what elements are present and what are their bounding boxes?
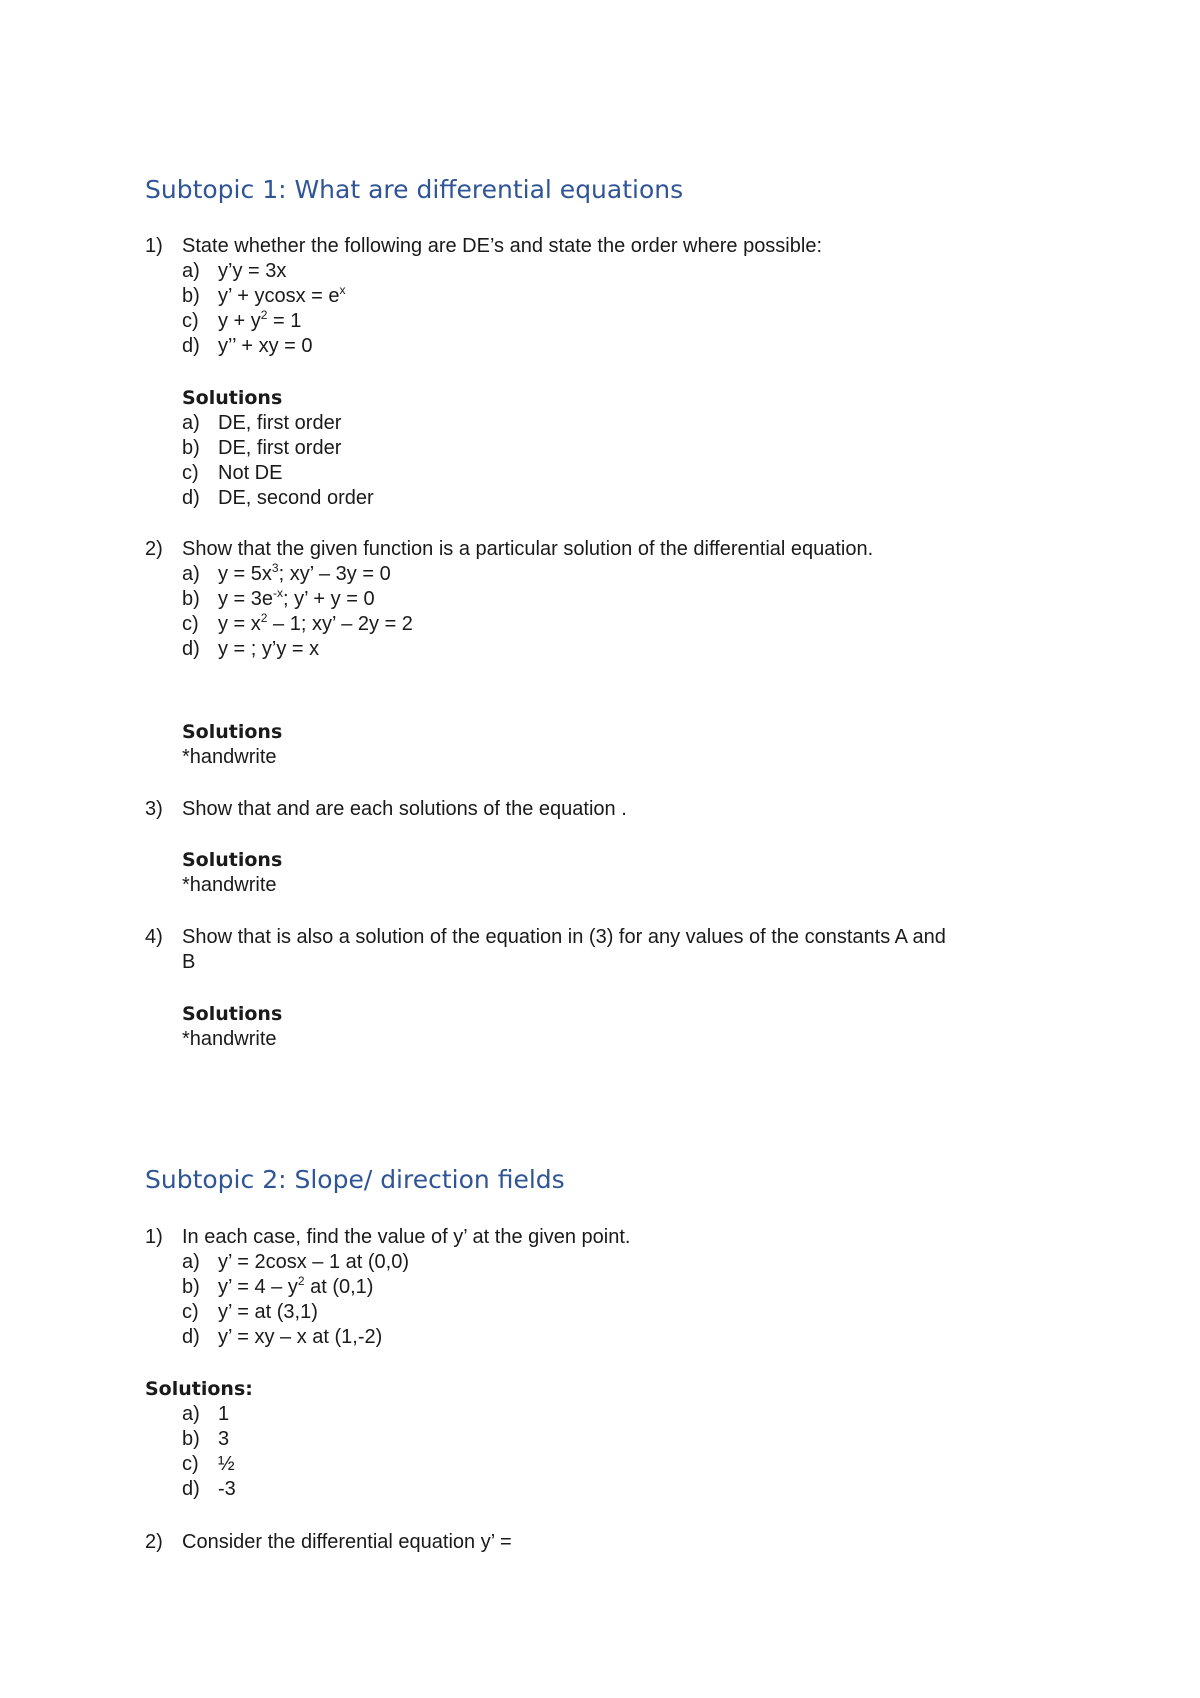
solution-text: 1 [218, 1403, 230, 1425]
item-letter: d) [182, 638, 200, 660]
item-letter: d) [182, 1326, 200, 1348]
item-text-main: y + y [218, 310, 261, 332]
item-letter: b) [182, 1428, 200, 1450]
item-text: y’ = 2cosx – 1 at (0,0) [218, 1251, 410, 1273]
question-text: In each case, find the value of y’ at the given point. [182, 1226, 631, 1248]
question-text: State whether the following are DE’s and state the order where possible: [182, 235, 822, 257]
item-text: y’’ + xy = 0 [218, 335, 313, 357]
item-text: y = ; y’y = x [218, 638, 320, 660]
item-letter: d) [182, 487, 200, 509]
item-text-main: y = 3e [218, 588, 274, 610]
solutions-note: *handwrite [182, 1028, 277, 1050]
question-number: 2) [145, 1531, 163, 1553]
solutions-note: *handwrite [182, 746, 277, 768]
item-text-tail: at (0,1) [304, 1276, 374, 1298]
subtopic-1-heading: Subtopic 1: What are differential equations [145, 175, 684, 204]
item-text [218, 587, 375, 611]
superscript: x [339, 283, 346, 297]
solutions-note: *handwrite [182, 874, 277, 896]
item-text-main: y’ = 4 – y [218, 1276, 298, 1298]
question-number: 1) [145, 1226, 163, 1248]
question-text: Show that and are each solutions of the equation . [182, 798, 627, 820]
item-letter: d) [182, 335, 200, 357]
item-text [218, 612, 413, 636]
superscript: 2 [297, 1274, 305, 1288]
solutions-label: Solutions: [145, 1378, 253, 1400]
item-letter: b) [182, 437, 200, 459]
subtopic-2-heading: Subtopic 2: Slope/ direction fields [145, 1165, 565, 1194]
item-letter: b) [182, 1276, 200, 1298]
item-text-main: y = x [218, 613, 261, 635]
solutions-label: Solutions [182, 387, 283, 409]
item-letter: a) [182, 260, 200, 282]
item-text: y’y = 3x [218, 260, 287, 282]
question-text: Show that the given function is a particular solution of the differential equation. [182, 538, 874, 560]
question-text-continued: B [182, 951, 196, 973]
solution-text: -3 [218, 1478, 236, 1500]
solution-text: 3 [218, 1428, 230, 1450]
item-text: y’ = xy – x at (1,-2) [218, 1326, 383, 1348]
solutions-label: Solutions [182, 721, 283, 743]
question-text: Consider the differential equation y’ = [182, 1531, 512, 1553]
item-letter: b) [182, 588, 200, 610]
item-text [218, 562, 391, 586]
solution-text: Not DE [218, 462, 283, 484]
item-text-tail: ; y’ + y = 0 [283, 588, 375, 610]
item-letter: c) [182, 1453, 199, 1475]
item-text-main: y’ + ycosx = e [218, 285, 340, 307]
solution-text: ½ [218, 1453, 235, 1475]
superscript: -x [273, 586, 284, 600]
item-letter: c) [182, 462, 199, 484]
solution-text: DE, first order [218, 437, 342, 459]
item-letter: d) [182, 1478, 200, 1500]
superscript: 3 [271, 561, 279, 575]
item-text-tail: ; xy’ – 3y = 0 [278, 563, 391, 585]
question-number: 4) [145, 926, 163, 948]
solutions-label: Solutions [182, 849, 283, 871]
item-letter: b) [182, 285, 200, 307]
item-text: y’ = at (3,1) [218, 1301, 318, 1323]
item-letter: c) [182, 310, 199, 332]
item-letter: a) [182, 563, 200, 585]
solution-text: DE, second order [218, 487, 374, 509]
item-letter: a) [182, 1251, 200, 1273]
superscript: 2 [260, 611, 268, 625]
superscript: 2 [260, 308, 268, 322]
question-number: 3) [145, 798, 163, 820]
question-text: Show that is also a solution of the equation in (3) for any values of the constants A and [182, 926, 946, 948]
question-number: 2) [145, 538, 163, 560]
item-text [218, 309, 301, 333]
item-letter: c) [182, 613, 199, 635]
solutions-label: Solutions [182, 1003, 283, 1025]
item-letter: c) [182, 1301, 199, 1323]
item-text [218, 284, 346, 308]
solution-text: DE, first order [218, 412, 342, 434]
question-number: 1) [145, 235, 163, 257]
item-letter: a) [182, 412, 200, 434]
item-text-tail: = 1 [267, 310, 302, 332]
item-letter: a) [182, 1403, 200, 1425]
item-text-main: y = 5x [218, 563, 272, 585]
item-text-tail: – 1; xy’ – 2y = 2 [267, 613, 413, 635]
item-text [218, 1275, 373, 1299]
